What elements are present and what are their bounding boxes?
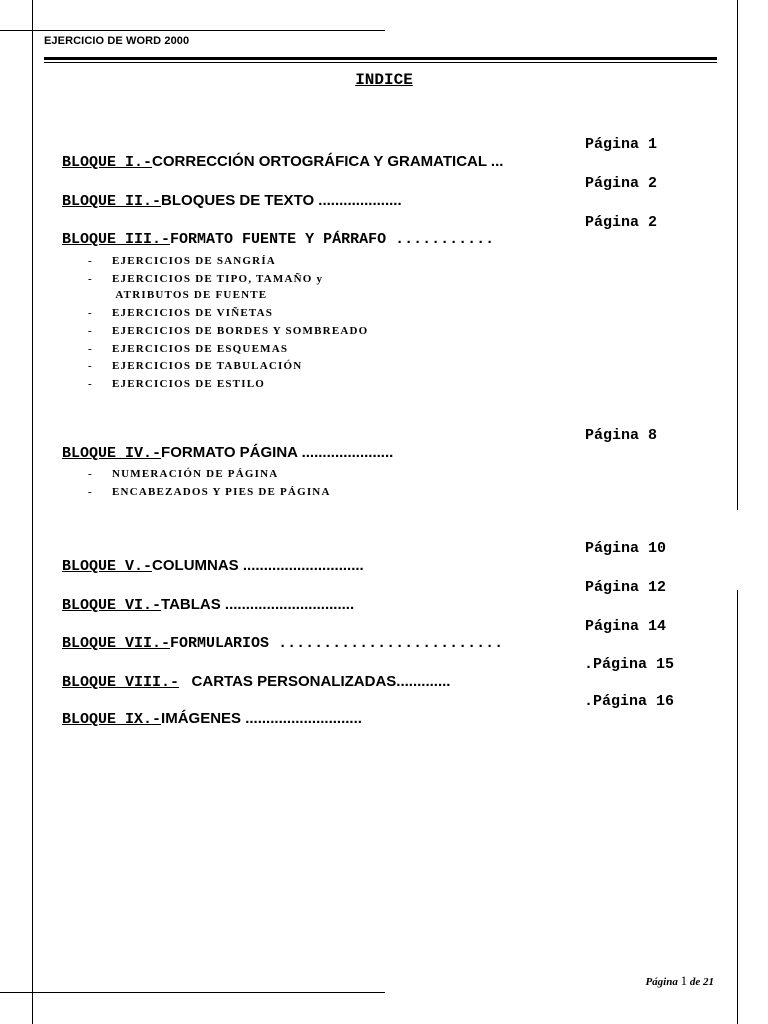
toc-entry-label: BLOQUE IX.- <box>62 711 162 728</box>
toc-entry-page: Página 8 <box>585 427 658 444</box>
toc-entry-bloque-3[interactable] <box>44 214 494 248</box>
toc-entry-bloque-8[interactable] <box>44 656 450 691</box>
toc-entry-bloque-1[interactable] <box>44 136 503 171</box>
toc-entry-label: BLOQUE III.- <box>62 231 171 248</box>
toc-entry-text: FORMULARIOS ......................... <box>170 635 504 652</box>
toc-entry-page: Página 2 <box>585 175 658 192</box>
toc-entry-page: Página 1 <box>585 136 658 153</box>
toc-entry-bloque-4[interactable] <box>44 427 393 462</box>
toc-entry-page: .Página 15 <box>584 656 675 673</box>
list-item: - EJERCICIOS DE BORDES Y SOMBREADO <box>88 325 369 337</box>
document-header: EJERCICIO DE WORD 2000 <box>44 35 190 47</box>
list-item: - EJERCICIOS DE VIÑETAS <box>88 307 274 319</box>
list-item: ATRIBUTOS DE FUENTE <box>112 289 268 301</box>
toc-entry-bloque-6[interactable] <box>44 579 354 614</box>
toc-entry-bloque-2[interactable] <box>44 175 402 210</box>
left-margin-line <box>32 0 33 1024</box>
toc-entry-page: .Página 16 <box>584 693 675 710</box>
toc-entry-label: BLOQUE VIII.- <box>62 674 180 691</box>
toc-entry-text: CARTAS PERSONALIZADAS............. <box>179 673 451 690</box>
toc-entry-bloque-9[interactable] <box>44 693 366 728</box>
toc-entry-page: Página 2 <box>585 214 658 231</box>
toc-entry-label: BLOQUE IV.- <box>62 445 162 462</box>
header-top-line <box>0 30 385 31</box>
list-item: - EJERCICIOS DE SANGRÍA <box>88 255 276 267</box>
page-number-footer <box>645 973 714 989</box>
toc-entry-text: TABLAS ............................... <box>161 596 355 613</box>
footer-bottom-line <box>0 992 385 993</box>
footer-middle: de <box>689 976 701 988</box>
list-item: - ENCABEZADOS Y PIES DE PÁGINA <box>88 486 331 498</box>
toc-entry-label: BLOQUE V.- <box>62 558 153 575</box>
toc-entry-text: CORRECCIÓN ORTOGRÁFICA Y GRAMATICAL ... <box>152 153 504 170</box>
footer-total-pages: 21 <box>703 976 714 988</box>
toc-entry-text: BLOQUES DE TEXTO .................... <box>161 192 402 209</box>
list-item: - EJERCICIOS DE TABULACIÓN <box>88 360 303 372</box>
toc-entry-label: BLOQUE I.- <box>62 154 153 171</box>
toc-entry-text: COLUMNAS ............................. <box>152 557 364 574</box>
toc-entry-label: BLOQUE VII.- <box>62 635 171 652</box>
header-rule-thick <box>44 57 717 60</box>
header-rule-thin <box>44 62 717 63</box>
footer-prefix: Página <box>645 976 678 988</box>
toc-entry-bloque-5[interactable] <box>44 540 364 575</box>
toc-entry-page: Página 14 <box>585 618 667 635</box>
toc-entry-text: IMÁGENES ............................ <box>161 710 367 727</box>
footer-current-page: 1 <box>680 973 688 988</box>
page-title: INDICE <box>355 71 413 89</box>
list-item: - EJERCICIOS DE ESQUEMAS <box>88 343 289 355</box>
toc-entry-bloque-7[interactable] <box>44 618 503 652</box>
toc-entry-text: FORMATO FUENTE Y PÁRRAFO ........... <box>170 231 495 248</box>
list-item: - NUMERACIÓN DE PÁGINA <box>88 468 279 480</box>
list-item: - EJERCICIOS DE TIPO, TAMAÑO y <box>88 273 324 285</box>
toc-entry-label: BLOQUE II.- <box>62 193 162 210</box>
right-margin-line-bottom <box>737 590 738 1024</box>
toc-entry-text: FORMATO PÁGINA ...................... <box>161 444 394 461</box>
toc-entry-page: Página 10 <box>585 540 667 557</box>
toc-entry-label: BLOQUE VI.- <box>62 597 162 614</box>
toc-entry-page: Página 12 <box>585 579 667 596</box>
list-item: - EJERCICIOS DE ESTILO <box>88 378 265 390</box>
